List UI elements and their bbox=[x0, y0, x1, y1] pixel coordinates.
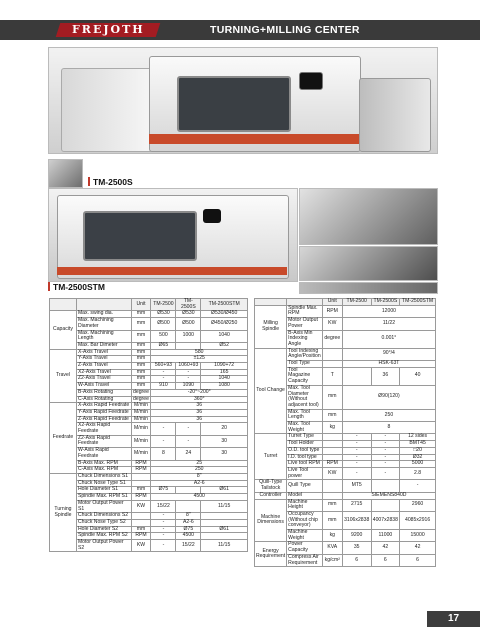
spec-value: - bbox=[151, 423, 176, 435]
spec-value: Ø530/Ø450 bbox=[201, 311, 248, 318]
spec-label: Turret Type bbox=[287, 434, 323, 441]
spec-unit: mm bbox=[131, 383, 151, 390]
spec-value: - bbox=[400, 480, 436, 492]
spec-value: - bbox=[371, 454, 400, 461]
spec-value: 6 bbox=[400, 554, 436, 566]
spec-value: MT5 bbox=[342, 480, 371, 492]
spec-label: Power Capacity bbox=[287, 542, 323, 554]
spindle-photo-2 bbox=[299, 188, 438, 245]
spec-label: Chuck Dimensions S1 bbox=[76, 473, 131, 480]
spec-unit: mm bbox=[131, 342, 151, 349]
spec-value: - bbox=[342, 461, 371, 468]
spec-label: Live Tool power bbox=[287, 467, 323, 479]
spec-unit bbox=[322, 492, 342, 499]
spec-unit: RPM bbox=[322, 305, 342, 317]
spec-unit: KW bbox=[131, 500, 151, 512]
table-row bbox=[255, 434, 436, 441]
table-header bbox=[50, 299, 248, 311]
spec-label: Max. Machining Diameter bbox=[76, 318, 131, 330]
spec-value: 5000 bbox=[400, 461, 436, 468]
spec-label: Z-Axis Rapid Feedrate bbox=[76, 416, 131, 423]
spec-unit: degree bbox=[322, 330, 342, 348]
spec-value: 36 bbox=[371, 367, 400, 385]
spec-value: 11/15 bbox=[201, 540, 248, 552]
spec-value: 1040 bbox=[201, 376, 248, 383]
spec-unit bbox=[322, 348, 342, 360]
spec-value: Ø530 bbox=[151, 311, 176, 318]
spec-label: B-Axis Rotating bbox=[76, 389, 131, 396]
spec-label: Tool Magazine Capacity bbox=[287, 367, 323, 385]
spec-value: 910 bbox=[151, 383, 176, 390]
machine-photo-tm-2500stm bbox=[48, 188, 298, 282]
spec-value: - bbox=[342, 447, 371, 454]
spec-value bbox=[371, 499, 400, 511]
spec-value: - bbox=[151, 435, 176, 447]
spec-value: - bbox=[371, 447, 400, 454]
spec-value: Ø90(120) bbox=[342, 385, 435, 409]
spec-value: 250 bbox=[342, 409, 435, 421]
spec-label: Max. Tool Length bbox=[287, 409, 323, 421]
spec-value bbox=[176, 500, 201, 512]
spec-value: 11/22 bbox=[342, 318, 435, 330]
table-row bbox=[50, 435, 248, 447]
spec-unit: mm bbox=[131, 363, 151, 370]
spec-value: 8" bbox=[176, 513, 201, 520]
spec-label: Hole Diameter S1 bbox=[76, 487, 131, 494]
spec-label: Machine Weight bbox=[287, 530, 323, 542]
spec-value bbox=[201, 533, 248, 540]
spec-value: A2-6 bbox=[176, 519, 201, 526]
spec-value: 6 bbox=[342, 554, 371, 566]
spec-unit: mm bbox=[131, 376, 151, 383]
column-header: Unit bbox=[131, 299, 151, 311]
spec-label: Motor Output Power S2 bbox=[76, 540, 131, 552]
spec-label: B-Axis Min Indexing Angle bbox=[287, 330, 323, 348]
spec-label: C-Axis Rotating bbox=[76, 396, 131, 403]
machine-photo-tm-2500s bbox=[48, 47, 438, 154]
table-row bbox=[50, 448, 248, 460]
column-header: TM-2500S bbox=[176, 299, 201, 311]
caption-tm-2500stm: TM-2500STM bbox=[48, 282, 105, 292]
spec-value: - bbox=[151, 369, 176, 376]
spindle-photo-1 bbox=[48, 159, 83, 188]
spec-unit: KW bbox=[322, 467, 342, 479]
spec-unit: mm bbox=[322, 409, 342, 421]
spec-unit: mm bbox=[131, 356, 151, 363]
spec-value: 4085x2916 bbox=[400, 511, 436, 529]
spec-value: - bbox=[371, 467, 400, 479]
spec-value: Ø75 bbox=[151, 487, 176, 494]
spec-value: 1000 bbox=[176, 330, 201, 342]
spec-value: - bbox=[342, 434, 371, 441]
spec-value: 0.001° bbox=[342, 330, 435, 348]
spec-value: - bbox=[151, 376, 176, 383]
spec-label: Model bbox=[287, 492, 323, 499]
spec-unit: mm bbox=[131, 526, 151, 533]
page-number: 17 bbox=[427, 611, 480, 627]
spec-unit: RPM bbox=[131, 460, 151, 467]
spec-unit: mm bbox=[322, 511, 342, 529]
table-row bbox=[255, 348, 436, 360]
spec-label: X2-Axis Travel bbox=[76, 369, 131, 376]
spec-unit bbox=[322, 447, 342, 454]
spec-value: Ø75 bbox=[176, 526, 201, 533]
spec-value: 40 bbox=[400, 367, 436, 385]
spec-unit: mm bbox=[131, 487, 151, 494]
spec-value: 30 bbox=[201, 435, 248, 447]
spec-unit: mm bbox=[131, 318, 151, 330]
spec-value: Ø61 bbox=[201, 487, 248, 494]
spec-label: Z2-Axis Rapid Feedrate bbox=[76, 435, 131, 447]
spec-value: ±125 bbox=[151, 356, 248, 363]
spec-label: Tool Type bbox=[287, 361, 323, 368]
spec-value: - bbox=[371, 434, 400, 441]
page-header bbox=[0, 20, 480, 40]
spec-unit: mm bbox=[131, 349, 151, 356]
spec-label: Tool Indexing Angle/Position bbox=[288, 347, 321, 360]
spec-value: HSK-63T bbox=[342, 361, 435, 368]
spec-value: 8 bbox=[342, 422, 435, 434]
spec-value: 36 bbox=[151, 409, 248, 416]
spindle-photo-3 bbox=[299, 246, 438, 281]
spec-value: 36 bbox=[151, 416, 248, 423]
spec-unit: kg bbox=[322, 422, 342, 434]
spec-label: X-Axis Rapid Feedrate bbox=[77, 402, 130, 409]
page-title: TURNING+MILLING CENTER bbox=[210, 24, 360, 36]
table-row bbox=[50, 318, 248, 330]
group-label: Energy Requirement bbox=[255, 542, 287, 567]
spec-value: 25 bbox=[151, 460, 248, 467]
spec-value: 11/15 bbox=[201, 500, 248, 512]
spec-value: 30 bbox=[201, 448, 248, 460]
spec-label: Max. Tool Weight bbox=[287, 422, 323, 434]
spec-value: - bbox=[151, 533, 176, 540]
table-row bbox=[255, 499, 436, 511]
spec-value: 35 bbox=[342, 542, 371, 554]
group-label: Turret bbox=[255, 434, 287, 480]
spec-unit: M/min bbox=[131, 403, 151, 410]
spec-value: 1090 bbox=[176, 383, 201, 390]
spec-value: □20 bbox=[400, 447, 436, 454]
spec-value: 500 bbox=[151, 330, 176, 342]
spec-value: - bbox=[176, 376, 201, 383]
spec-label: Motor Output Power S1 bbox=[76, 500, 131, 512]
spec-label: X-Axis Travel bbox=[76, 349, 131, 356]
spec-unit: T bbox=[322, 367, 342, 385]
spec-value: 1060+93 bbox=[176, 363, 201, 370]
spec-label: Spindle Max. RPM bbox=[287, 305, 323, 317]
spec-value: - bbox=[176, 423, 201, 435]
spec-unit: mm bbox=[131, 369, 151, 376]
spec-label: Max. swing dia. bbox=[76, 311, 131, 318]
spec-unit: RPM bbox=[131, 533, 151, 540]
spec-value: - bbox=[176, 435, 201, 447]
spec-value: 250 bbox=[151, 467, 248, 474]
spec-value: - bbox=[151, 519, 176, 526]
group-label: Turning Spindle bbox=[50, 473, 77, 551]
spec-label: C-Axis Max. RPM bbox=[76, 467, 131, 474]
spec-unit: M/min bbox=[131, 423, 151, 435]
spec-unit: M/min bbox=[131, 435, 151, 447]
spec-label: Tool Holder bbox=[287, 441, 323, 448]
spec-unit bbox=[131, 513, 151, 520]
spec-value: - bbox=[176, 369, 201, 376]
spec-value: Ø52 bbox=[201, 342, 248, 349]
spec-label: Y-Axis Travel bbox=[76, 356, 131, 363]
spec-value: 1040 bbox=[201, 330, 248, 342]
group-label: Capacity bbox=[50, 311, 77, 349]
spec-label: Motor Output Power bbox=[287, 318, 323, 330]
spec-value: - bbox=[342, 454, 371, 461]
spec-value: 2715 bbox=[342, 499, 371, 511]
spec-unit: mm bbox=[131, 311, 151, 318]
spec-unit: mm bbox=[322, 385, 342, 409]
table-row bbox=[50, 423, 248, 435]
spec-value: - bbox=[151, 526, 176, 533]
spec-value: 580 bbox=[151, 349, 248, 356]
spec-value: 6 bbox=[371, 554, 400, 566]
spec-label: Chuck Dimensions S2 bbox=[76, 513, 131, 520]
spec-value: 15000 bbox=[400, 530, 436, 542]
spec-value: 12 sides bbox=[400, 434, 436, 441]
column-header: TM-2500 bbox=[151, 299, 176, 311]
spec-label: Hole Diameter S2 bbox=[76, 526, 131, 533]
spec-value: 15/22 bbox=[151, 500, 176, 512]
spec-unit bbox=[322, 480, 342, 492]
spec-value: 4500 bbox=[176, 533, 201, 540]
spec-unit: kg/cm² bbox=[322, 554, 342, 566]
spec-value: SIEMENS840D bbox=[342, 492, 435, 499]
turret-photo bbox=[299, 282, 438, 294]
spec-unit bbox=[322, 441, 342, 448]
spec-unit: mm bbox=[131, 330, 151, 342]
spec-unit: RPM bbox=[131, 467, 151, 474]
spec-unit: M/min bbox=[131, 448, 151, 460]
spec-value: 4007x2838 bbox=[371, 511, 400, 529]
spec-value: 4500 bbox=[151, 494, 248, 501]
column-header bbox=[50, 299, 77, 311]
column-header bbox=[255, 299, 287, 306]
spec-label: Chuck Nose Type S2 bbox=[76, 519, 131, 526]
table-row bbox=[255, 305, 436, 317]
spec-unit: mm bbox=[322, 499, 342, 511]
spec-value: 3106x2838 bbox=[342, 511, 371, 529]
spec-table-left bbox=[49, 298, 248, 552]
spec-label: Spindle Max. RPM S2 bbox=[76, 533, 131, 540]
spec-unit: KW bbox=[322, 318, 342, 330]
spec-label: Max. Machining Length bbox=[76, 330, 131, 342]
spec-value: 8" bbox=[151, 473, 248, 480]
spec-value bbox=[342, 367, 371, 385]
spec-unit bbox=[322, 434, 342, 441]
spec-value: 1080 bbox=[201, 383, 248, 390]
table-row bbox=[50, 330, 248, 342]
spec-label: Max. Tool Diameter (Without adjacent tool) bbox=[287, 385, 323, 409]
spec-value: 20 bbox=[201, 423, 248, 435]
group-label: Controller bbox=[255, 492, 287, 499]
spec-label: Z-Axis Travel bbox=[76, 363, 131, 370]
spec-value: Ø450/Ø250 bbox=[201, 318, 248, 330]
spec-label: X2-Axis Rapid Feedrate bbox=[76, 423, 131, 435]
group-label: Quill-Type Tailstock bbox=[255, 480, 287, 492]
spec-value: - bbox=[342, 441, 371, 448]
spec-value: 42 bbox=[371, 542, 400, 554]
spec-label: W-Axis Rapid Feedrate bbox=[76, 448, 131, 460]
brand-logo: FREJOTH bbox=[56, 23, 161, 37]
spec-label: Spindle Max. RPM S1 bbox=[76, 494, 131, 501]
spec-value: 36 bbox=[151, 403, 248, 410]
spec-value: BMT45 bbox=[400, 441, 436, 448]
spec-value: Ø530 bbox=[176, 311, 201, 318]
spec-value: Ø61 bbox=[201, 526, 248, 533]
spec-unit: degree bbox=[131, 396, 151, 403]
spec-value: 560+93 bbox=[151, 363, 176, 370]
spec-label: Compress Air Requirement bbox=[287, 554, 323, 566]
spec-value: 360° bbox=[151, 396, 248, 403]
column-header: TM-2500STM bbox=[400, 299, 436, 306]
table-row bbox=[255, 480, 436, 492]
spec-table-right bbox=[254, 298, 436, 567]
spec-label: Machine Height bbox=[287, 499, 323, 511]
spec-label: O.D. tool type bbox=[287, 447, 323, 454]
spec-unit: kg bbox=[322, 530, 342, 542]
spec-unit bbox=[322, 361, 342, 368]
spec-label: Chuck Nose Type S1 bbox=[76, 480, 131, 487]
spec-value: - bbox=[151, 513, 176, 520]
column-header: Unit bbox=[322, 299, 342, 306]
spec-value: 1090+72 bbox=[201, 363, 248, 370]
spec-value: 15/22 bbox=[176, 540, 201, 552]
spec-label: Live tool RPM bbox=[287, 461, 323, 468]
spec-value: Ø32 bbox=[400, 454, 436, 461]
spec-value: 2.8 bbox=[400, 467, 436, 479]
group-label: Tool Change bbox=[255, 348, 287, 434]
column-header bbox=[76, 299, 131, 311]
table-row bbox=[255, 492, 436, 499]
spec-value: - bbox=[371, 441, 400, 448]
spec-unit: M/min bbox=[131, 409, 151, 416]
spec-value: - bbox=[151, 540, 176, 552]
spec-value: 2960 bbox=[400, 499, 436, 511]
spec-value: 8 bbox=[151, 448, 176, 460]
spec-value: 9200 bbox=[342, 530, 371, 542]
spec-label: Z2-Axis Travel bbox=[76, 376, 131, 383]
spec-value: 90°/4 bbox=[342, 348, 435, 360]
column-header: TM-2500S bbox=[371, 299, 400, 306]
spec-unit: degree bbox=[131, 389, 151, 396]
group-label: Travel bbox=[50, 349, 77, 403]
table-row bbox=[50, 540, 248, 552]
spec-unit: M/min bbox=[131, 416, 151, 423]
spec-value: 24 bbox=[176, 448, 201, 460]
spec-label: Max. Bar Dimeter bbox=[76, 342, 131, 349]
spec-unit: RPM bbox=[131, 494, 151, 501]
spec-value: 11000 bbox=[371, 530, 400, 542]
spec-unit bbox=[131, 473, 151, 480]
spec-value: A2-6 bbox=[151, 480, 248, 487]
spec-unit: RPM bbox=[322, 461, 342, 468]
spec-unit: KVA bbox=[322, 542, 342, 554]
spec-value: 42 bbox=[400, 542, 436, 554]
spec-value bbox=[201, 513, 248, 520]
spec-label: I.D. tool type bbox=[287, 454, 323, 461]
column-header: TM-2500 bbox=[342, 299, 371, 306]
group-label: Feedrate bbox=[50, 403, 77, 474]
table-row bbox=[50, 500, 248, 512]
spec-label: W-Axis Travel bbox=[76, 383, 131, 390]
spec-label: B-Axis Max. RPM bbox=[76, 460, 131, 467]
spec-label: Y-Axis Rapid Feedrate bbox=[76, 409, 131, 416]
group-label: Machine Dimensions bbox=[255, 499, 287, 542]
spec-value: 165 bbox=[201, 369, 248, 376]
spec-unit: KW bbox=[131, 540, 151, 552]
spec-value: Ø500 bbox=[151, 318, 176, 330]
spec-value: -20°~200° bbox=[151, 389, 248, 396]
table-row bbox=[255, 542, 436, 554]
table-header bbox=[255, 299, 436, 306]
spec-value: 12000 bbox=[342, 305, 435, 317]
spec-value bbox=[371, 480, 400, 492]
spec-value: - bbox=[371, 461, 400, 468]
column-header: TM-2500STM bbox=[201, 299, 248, 311]
caption-tm-2500s: TM-2500S bbox=[88, 177, 133, 187]
spec-value: Ø65 bbox=[151, 342, 176, 349]
spec-label: Occupancy (Without chip conveyor) bbox=[287, 511, 323, 529]
spec-value: - bbox=[342, 467, 371, 479]
spec-label: Quill Type bbox=[287, 480, 323, 492]
spec-value: Ø500 bbox=[176, 318, 201, 330]
group-label: Milling Spindle bbox=[255, 305, 287, 348]
